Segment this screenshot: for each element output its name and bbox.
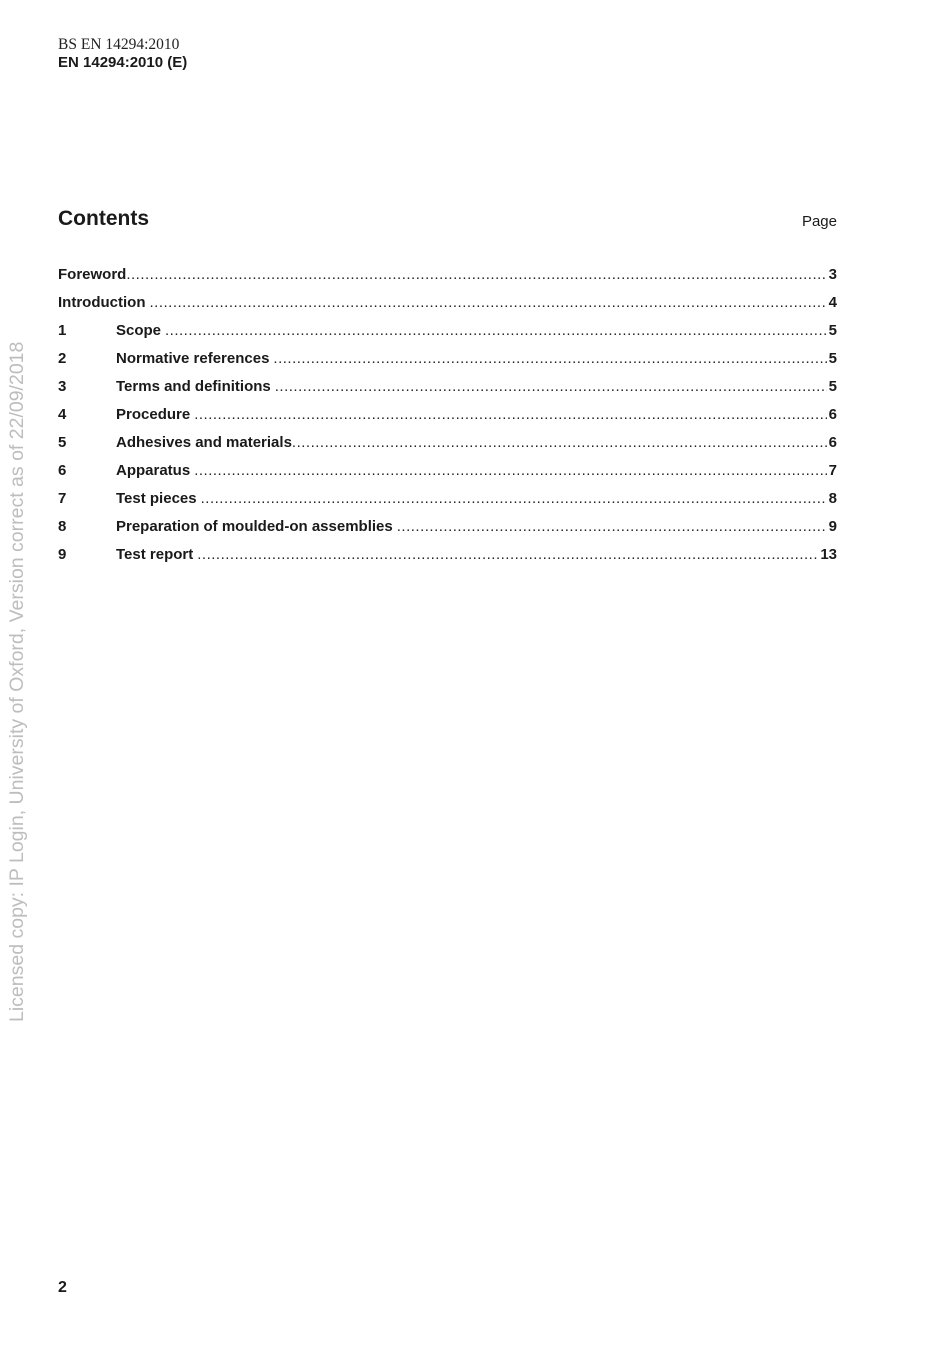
toc-entry-scope[interactable] xyxy=(58,322,837,350)
toc-leader-dots xyxy=(194,406,826,423)
toc-entry-number: 9 xyxy=(58,546,67,563)
toc-entry-terms-and-definitions[interactable] xyxy=(58,378,837,406)
toc-leader-dots xyxy=(275,378,827,395)
toc-leader-dots xyxy=(197,546,818,563)
toc-entry-apparatus[interactable] xyxy=(58,462,837,490)
toc-entry-title: Scope xyxy=(116,322,162,339)
toc-entry-title: Procedure xyxy=(116,406,191,423)
toc-entry-title: Terms and definitions xyxy=(116,378,271,395)
toc-entry-page: 6 xyxy=(828,434,837,451)
toc-leader-dots xyxy=(201,490,827,507)
toc-entry-preparation-of-moulded-on-assemblies[interactable] xyxy=(58,518,837,546)
toc-entry-number: 6 xyxy=(58,462,67,479)
toc-leader-dots xyxy=(292,434,827,451)
toc-entry-page: 4 xyxy=(828,294,837,311)
toc-entry-page: 5 xyxy=(828,322,837,339)
toc-entry-adhesives-and-materials[interactable] xyxy=(58,434,837,462)
toc-entry-procedure[interactable] xyxy=(58,406,837,434)
page-number: 2 xyxy=(58,1279,67,1296)
toc-leader-dots xyxy=(126,266,826,283)
standard-reference: BS EN 14294:2010 xyxy=(58,36,180,53)
toc-leader-dots xyxy=(194,462,826,479)
toc-leader-dots xyxy=(273,350,826,367)
toc-entry-foreword[interactable] xyxy=(58,266,837,294)
toc-entry-test-report[interactable] xyxy=(58,546,837,574)
toc-entry-page: 7 xyxy=(828,462,837,479)
toc-leader-dots xyxy=(149,294,826,311)
toc-entry-number: 8 xyxy=(58,518,67,535)
license-watermark: Licensed copy: IP Login, University of Oxford, Version correct as of 22/09/2018 xyxy=(6,341,28,1022)
toc-entry-page: 5 xyxy=(828,378,837,395)
toc-entry-title: Apparatus xyxy=(116,462,191,479)
toc-entry-number: 7 xyxy=(58,490,67,507)
toc-entry-title: Preparation of moulded-on assemblies xyxy=(116,518,393,535)
toc-entry-title: Test report xyxy=(116,546,194,563)
toc-entry-title: Foreword xyxy=(58,266,127,283)
toc-entry-page: 5 xyxy=(828,350,837,367)
toc-leader-dots xyxy=(165,322,827,339)
toc-entry-page: 3 xyxy=(828,266,837,283)
toc-entry-number: 2 xyxy=(58,350,67,367)
toc-entry-number: 5 xyxy=(58,434,67,451)
document-header xyxy=(58,36,187,72)
toc-entry-number: 3 xyxy=(58,378,67,395)
toc-entry-title: Adhesives and materials xyxy=(116,434,292,451)
toc-entry-page: 6 xyxy=(828,406,837,423)
page-column-label: Page xyxy=(801,213,837,230)
toc-entry-test-pieces[interactable] xyxy=(58,490,837,518)
toc-entry-title: Introduction xyxy=(58,294,146,311)
toc-entry-title: Normative references xyxy=(116,350,270,367)
toc-entry-normative-references[interactable] xyxy=(58,350,837,378)
toc-entry-introduction[interactable] xyxy=(58,294,837,322)
toc-entry-number: 4 xyxy=(58,406,67,423)
toc-leader-dots xyxy=(397,518,827,535)
toc-entry-page: 8 xyxy=(828,490,837,507)
table-of-contents xyxy=(58,266,837,574)
toc-entry-number: 1 xyxy=(58,322,67,339)
toc-entry-page: 13 xyxy=(820,546,837,563)
edition-reference: EN 14294:2010 (E) xyxy=(58,54,188,71)
contents-heading: Contents xyxy=(58,207,149,230)
toc-entry-page: 9 xyxy=(828,518,837,535)
toc-entry-title: Test pieces xyxy=(116,490,197,507)
